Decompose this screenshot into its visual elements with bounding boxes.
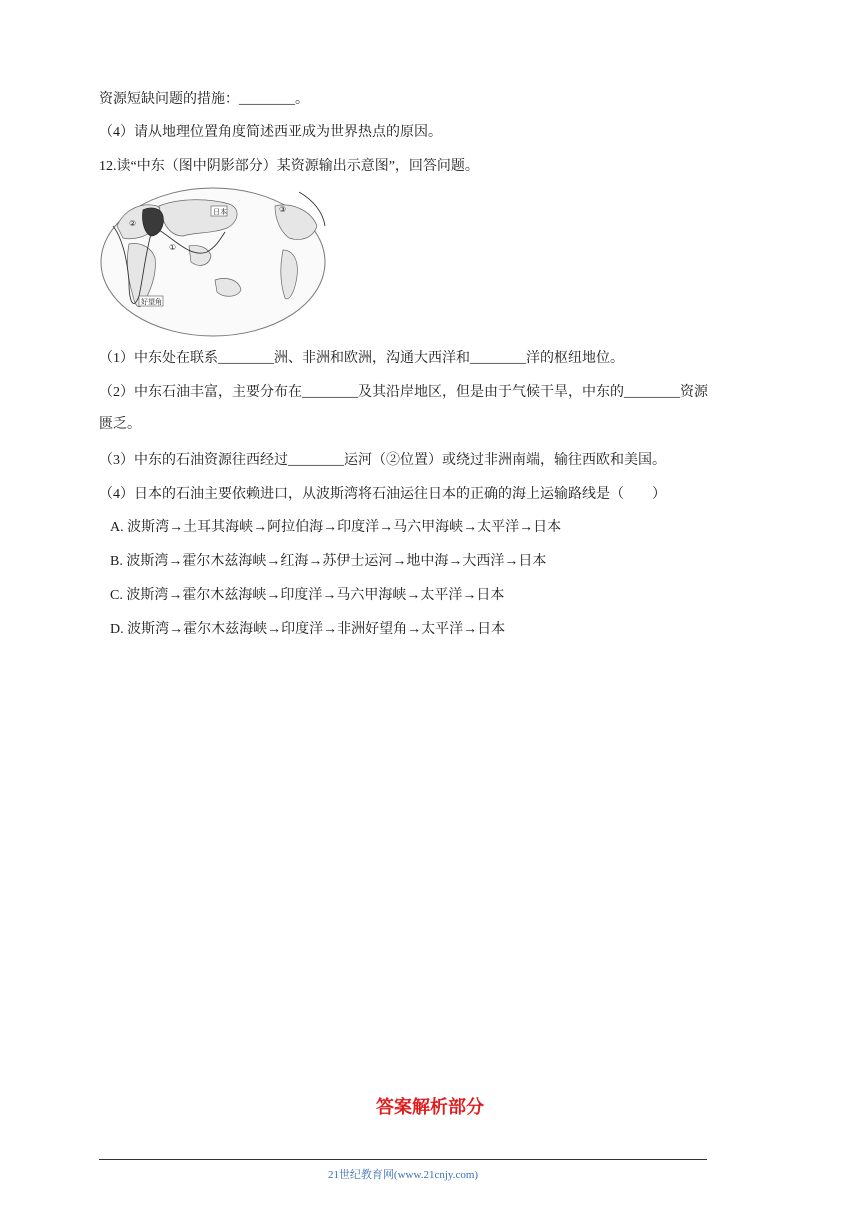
option-c: C. 波斯湾→霍尔木兹海峡→印度洋→马六甲海峡→太平洋→日本 xyxy=(110,588,505,603)
world-map-figure xyxy=(99,186,327,338)
answer-section-title: 答案解析部分 xyxy=(376,1097,484,1118)
question-12-stem: 12.读“中东（图中阴影部分）某资源输出示意图”，回答问题。 xyxy=(99,159,479,174)
marker-2: ② xyxy=(129,219,137,228)
middle-east-oil-export-map xyxy=(99,186,327,338)
marker-3: ③ xyxy=(279,205,287,214)
question-12-2-cont: 匮乏。 xyxy=(99,417,141,432)
footer-divider xyxy=(99,1159,707,1160)
question-4: （4）请从地理位置角度简述西亚成为世界热点的原因。 xyxy=(99,125,442,140)
footer-source: 21世纪教育网(www.21cnjy.com) xyxy=(327,1169,479,1181)
text-line-1: 资源短缺问题的措施：________。 xyxy=(99,92,309,107)
question-12-2: （2）中东石油丰富，主要分布在________及其沿岸地区，但是由于气候干旱，中东的________资源 xyxy=(99,385,708,400)
option-b: B. 波斯湾→霍尔木兹海峡→红海→苏伊士运河→地中海→大西洋→日本 xyxy=(110,554,547,569)
question-12-4: （4）日本的石油主要依赖进口，从波斯湾将石油运往日本的正确的海上运输路线是（ ） xyxy=(99,487,666,502)
marker-1: ① xyxy=(169,243,177,252)
cape-label: 好望角 xyxy=(141,298,162,306)
question-12-3: （3）中东的石油资源往西经过________运河（②位置）或绕过非洲南端，输往西欧和美国。 xyxy=(99,453,666,468)
option-d: D. 波斯湾→霍尔木兹海峡→印度洋→非洲好望角→太平洋→日本 xyxy=(110,622,506,637)
japan-label: 日本 xyxy=(213,208,227,216)
option-a: A. 波斯湾→土耳其海峡→阿拉伯海→印度洋→马六甲海峡→太平洋→日本 xyxy=(110,520,562,535)
question-12-1: （1）中东处在联系________洲、非洲和欧洲，沟通大西洋和________洋的枢纽地位。 xyxy=(99,351,624,366)
